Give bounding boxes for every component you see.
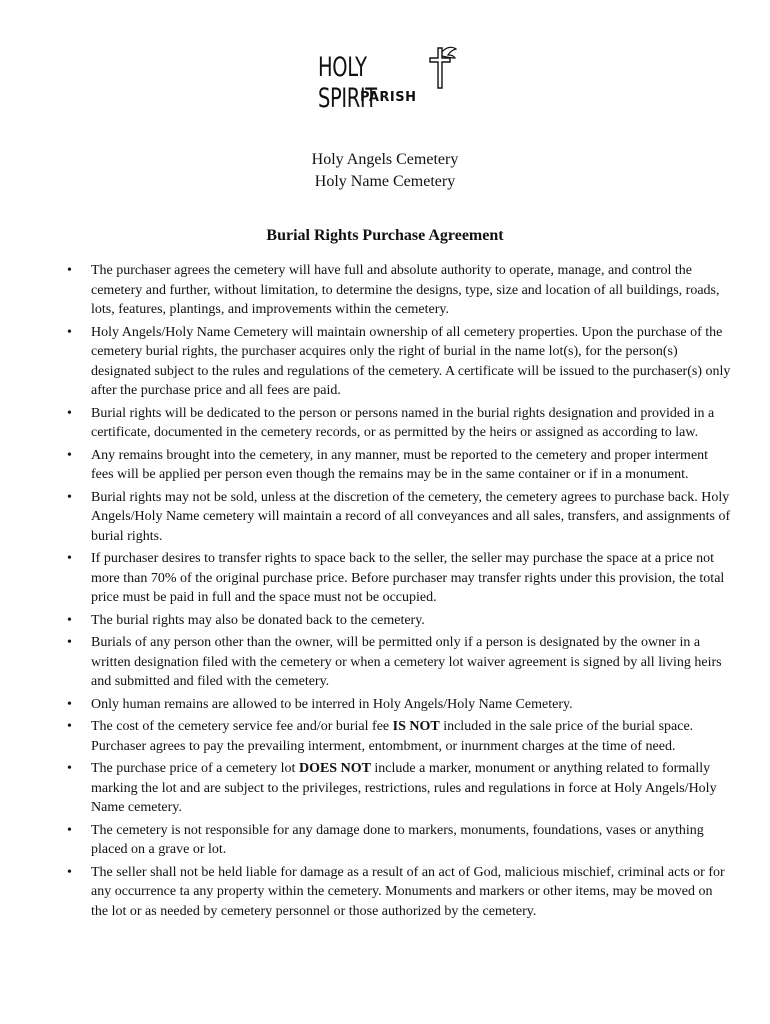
document-title: Burial Rights Purchase Agreement [266,227,504,244]
term-text [91,263,720,317]
term-text-part: Any remains brought into the cemetery, in any manner, must be reported to the cemetery and proper interment fees will be applied per person even though the remains may be in the same container or if in a monument. [91,447,709,482]
term-text [91,325,730,399]
term-text-part: Burial rights will be dedicated to the person or persons named in the burial rights designation and provided in a certificate, documented in the cemetery records, or as permitted by the heirs or assigned as according to law. [91,405,715,440]
term-text [91,551,724,605]
term-text-part: Holy Angels/Holy Name Cemetery will maintain ownership of all cemetery properties. Upon the purchase of the cemetery burial rights, the purchaser acquires only the right of burial in the name lot(s), for the person(s) designated subject to the rules and regulations of the cemetery. A certificate will be issued to the purchaser(s) only after the purchase price and all fees are paid. [91,324,731,398]
term-text [91,448,708,483]
parish-logo [310,44,470,114]
term-item [67,261,731,320]
term-text-part: If purchaser desires to transfer rights to space back to the seller, the seller may purchase the space at a price not more than 70% of the original purchase price. Before purchaser may transfer rights under this provision, the total price must be paid in full and the space must not be occupied. [91,551,725,605]
bullet-icon: • [67,635,72,650]
cemetery-name-1: Holy Angels Cemetery [311,151,459,168]
terms-list [67,261,731,924]
term-text-part: The burial rights may also be donated back to the cemetery. [91,612,425,628]
logo-subtitle: PARISH [360,90,417,105]
bullet-icon: • [67,612,72,628]
term-text-part: included in the sale price of the burial space. Purchaser agrees to pay the prevailing interment, entombment, or inurnment charges at the time of need. [91,719,694,754]
term-emphasis: DOES NOT [298,761,371,776]
bullet-icon: • [67,324,72,340]
bullet-icon: • [67,551,72,566]
term-item [67,695,731,715]
term-text [91,865,725,919]
term-item [67,863,731,922]
term-text [91,761,717,815]
term-item [67,717,731,756]
term-item [67,821,731,860]
term-text [91,719,693,754]
term-item [67,759,731,818]
term-text [91,823,704,858]
bullet-icon: • [67,864,72,880]
term-text-part: The cemetery is not responsible for any damage done to markers, monuments, foundations, vases or anything placed on a grave or lot. [91,822,704,857]
bullet-icon: • [67,489,72,505]
bullet-icon: • [67,696,72,712]
bullet-icon: • [67,719,72,734]
term-emphasis: IS NOT [392,719,440,734]
term-text [91,406,714,441]
term-text [91,697,573,712]
bullet-icon: • [67,761,72,776]
term-item [67,633,731,692]
term-text-part: The cost of the cemetery service fee and/or burial fee [91,719,393,734]
term-text-part: Burial rights may not be sold, unless at the discretion of the cemetery, the cemetery agrees to purchase back. Holy Angels/Holy Name cemetery will maintain a record of all conveyances and all sales, transfers, and assignments of burial rights. [91,489,731,544]
term-text-part: The purchase price of a cemetery lot [91,761,299,776]
bullet-icon: • [67,405,72,421]
term-item [67,323,731,401]
term-text [91,613,425,628]
term-text-part: Burials of any person other than the owner, will be permitted only if a person is designated by the owner in a written designation filed with the cemetery or when a cemetery lot waiver agreement is signed by all living heirs and submitted and filed with the cemetery. [91,635,722,689]
term-text-part: include a marker, monument or anything related to formally marking the lot and are subject to the privileges, restrictions, rules and regulations in force at Holy Angels/Holy Name cemetery. [91,761,717,815]
logo-name: HOLY SPIRIT [318,52,377,114]
term-text-part: Only human remains are allowed to be interred in Holy Angels/Holy Name Cemetery. [91,696,573,712]
term-item [67,549,731,608]
term-text-part: The seller shall not be held liable for damage as a result of an act of God, malicious mischief, criminal acts or for any occurrence ta any property within the cemetery. Monuments and markers or other items, may be moved on the lot or as needed by cemetery personnel or those authorized by the cemetery. [91,864,725,919]
bullet-icon: • [67,263,72,278]
term-item [67,488,731,547]
term-item [67,611,731,631]
bullet-icon: • [67,447,72,463]
bullet-icon: • [67,822,72,838]
term-item [67,404,731,443]
cross-dove-icon [428,44,458,90]
term-text-part: The purchaser agrees the cemetery will have full and absolute authority to operate, manage, and control the cemetery and further, without limitation, to determine the designs, type, size and location of all buildings, roads, lots, features, plantings, and improvements within the cemetery. [91,263,720,317]
cemetery-name-2: Holy Name Cemetery [314,173,456,190]
term-text [91,490,730,544]
term-text [91,635,722,689]
term-item [67,446,731,485]
